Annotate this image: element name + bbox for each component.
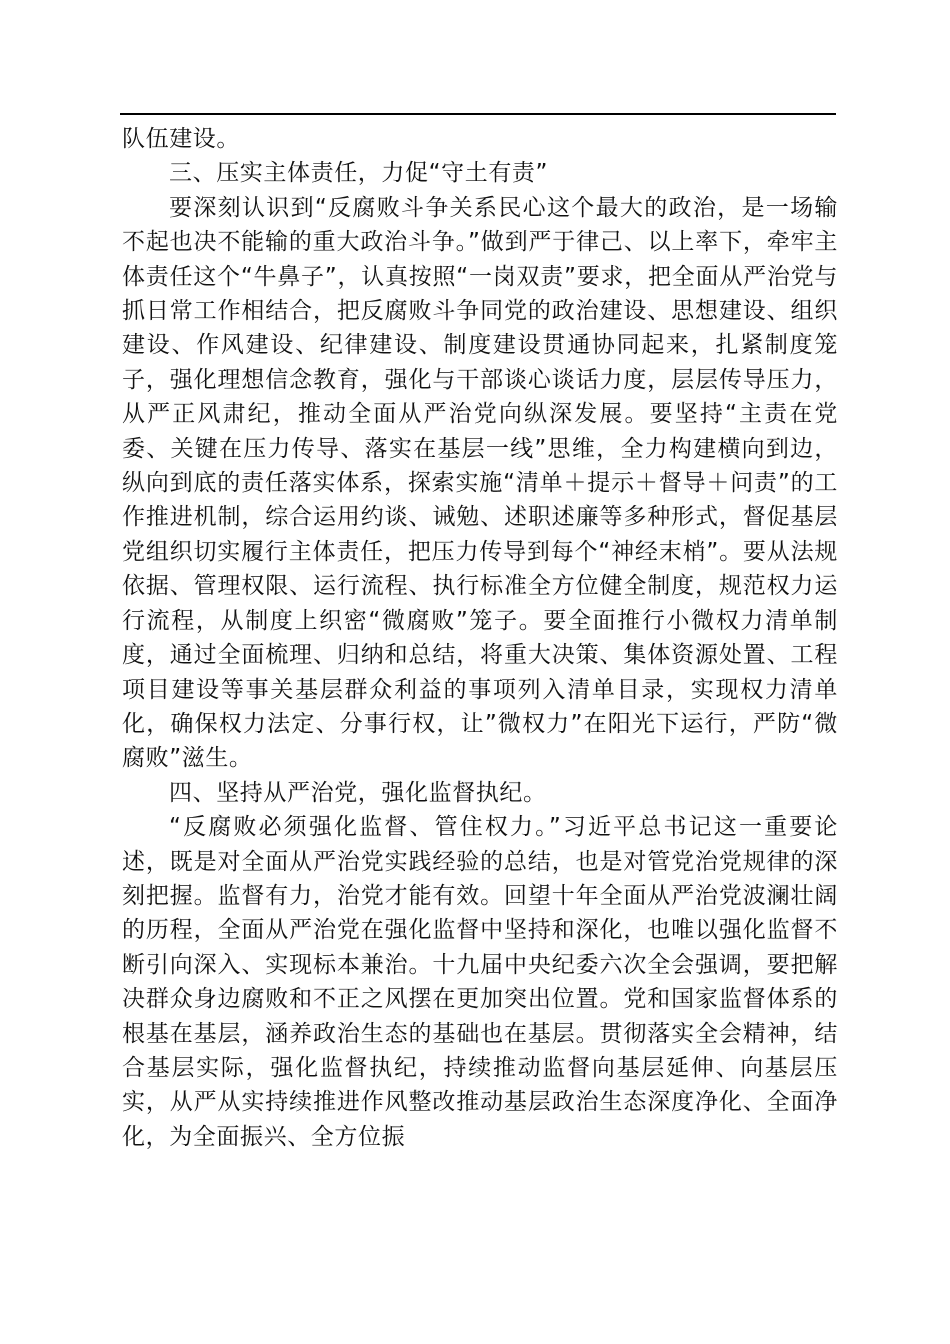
document-body	[122, 122, 838, 1154]
paragraph-supervision: “反腐败必须强化监督、管住权力。”习近平总书记这一重要论述，既是对全面从严治党实践经验的总结，也是对管党治党规律的深刻把握。监督有力，治党才能有效。回望十年全面从严治党波澜壮阔的历程，全面从严治党在强化监督中坚持和深化，也唯以强化监督不断引向深入、实现标本兼治。十九届中央纪委六次全会强调，要把解决群众身边腐败和不正之风摆在更加突出位置。党和国家监督体系的根基在基层，涵养政治生态的基础也在基层。贯彻落实全会精神，结合基层实际，强化监督执纪，持续推动监督向基层延伸、向基层压实，从严从实持续推进作风整改推动基层政治生态深度净化、全面净化，为全面振兴、全方位振	[122, 814, 838, 1150]
paragraph-continuation: 队伍建设。	[122, 126, 240, 152]
paragraph-responsibility: 要深刻认识到“反腐败斗争关系民心这个最大的政治，是一场输不起也决不能输的重大政治斗争。”做到严于律己、以上率下，牵牢主体责任这个“牛鼻子”，认真按照“一岗双责”要求，把全面从严治党与抓日常工作相结合，把反腐败斗争同党的政治建设、思想建设、组织建设、作风建设、纪律建设、制度建设贯通协同起来，扎紧制度笼子，强化理想信念教育，强化与干部谈心谈话力度，层层传导压力，从严正风肃纪，推动全面从严治党向纵深发展。要坚持“主责在党委、关键在压力传导、落实在基层一线”思维，全力构建横向到边，纵向到底的责任落实体系，探索实施“清单＋提示＋督导＋问责”的工作推进机制，综合运用约谈、诫勉、述职述廉等多种形式，督促基层党组织切实履行主体责任，把压力传导到每个“神经末梢”。要从法规依据、管理权限、运行流程、执行标准全方位健全制度，规范权力运行流程，从制度上织密“微腐败”笼子。要全面推行小微权力清单制度，通过全面梳理、归纳和总结，将重大决策、集体资源处置、工程项目建设等事关基层群众利益的事项列入清单目录，实现权力清单化，确保权力法定、分事行权，让”微权力”在阳光下运行，严防“微腐败”滋生。	[122, 194, 838, 772]
section-heading-4: 四、坚持从严治党，强化监督执纪。	[169, 779, 547, 806]
header-rule	[120, 113, 836, 115]
section-heading-3: 三、压实主体责任，力促“守土有责”	[169, 160, 549, 187]
